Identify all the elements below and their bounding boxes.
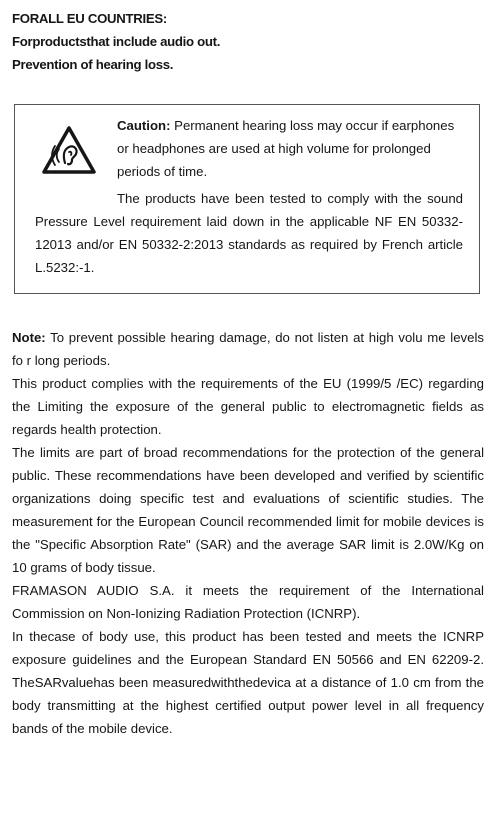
- caution-box: [14, 104, 480, 294]
- caution-body-text: The products have been tested to comply with the sound Pressure Level requirement laid down in the applicable NF EN 50332-12013 and/or EN 50332-2:2013 standards as required by French article L.5232:-1.: [35, 191, 463, 275]
- note-text: To prevent possible hearing damage, do not listen at high volu me levels fo r long periods.: [12, 330, 484, 368]
- body-use-paragraph: In thecase of body use, this product has been tested and meets the ICNRP exposure guidelines and the European Standard EN 50566 and EN 62209-2. TheSARvaluehas been measuredwiththedevica at a distance of 1.0 cm from the body transmitting at the highest certified output power level in all frequency bands of the mobile device.: [12, 629, 484, 736]
- hearing-warning-icon: [41, 125, 97, 175]
- caution-intro-text: Permanent hearing loss may occur if earphones or headphones are used at high volume for prolonged periods of time.: [117, 118, 455, 179]
- caution-body: [35, 187, 463, 279]
- heading-line-products: Forproductsthat include audio out.: [12, 34, 221, 49]
- limits-paragraph: The limits are part of broad recommendations for the protection of the general public. These recommendations have been developed and verified by scientific organizations doing specific test and evaluations of scientific studies. The measurement for the European Council recommended limit for mobile devices is the "Specific Absorption Rate" (SAR) and the average SAR limit is 2.0W/Kg on 10 grams of body tissue.: [12, 445, 484, 575]
- heading-line-countries: FORALL EU COUNTRIES:: [12, 11, 167, 26]
- note-label: Note:: [12, 330, 46, 345]
- heading-line-prevention: Prevention of hearing loss.: [12, 57, 174, 72]
- eu-heading: [12, 7, 482, 76]
- eu-compliance-paragraph: This product complies with the requirements of the EU (1999/5 /EC) regarding the Limiting the exposure of the general public to electromagnetic fields as regards health protection.: [12, 376, 484, 437]
- caution-label: Caution:: [117, 118, 171, 133]
- note-paragraph: [12, 326, 484, 372]
- notes-section: [12, 326, 484, 740]
- caution-intro: [117, 114, 469, 183]
- framason-paragraph: FRAMASON AUDIO S.A. it meets the requirement of the International Commission on Non-Ionizing Radiation Protection (ICNRP).: [12, 583, 484, 621]
